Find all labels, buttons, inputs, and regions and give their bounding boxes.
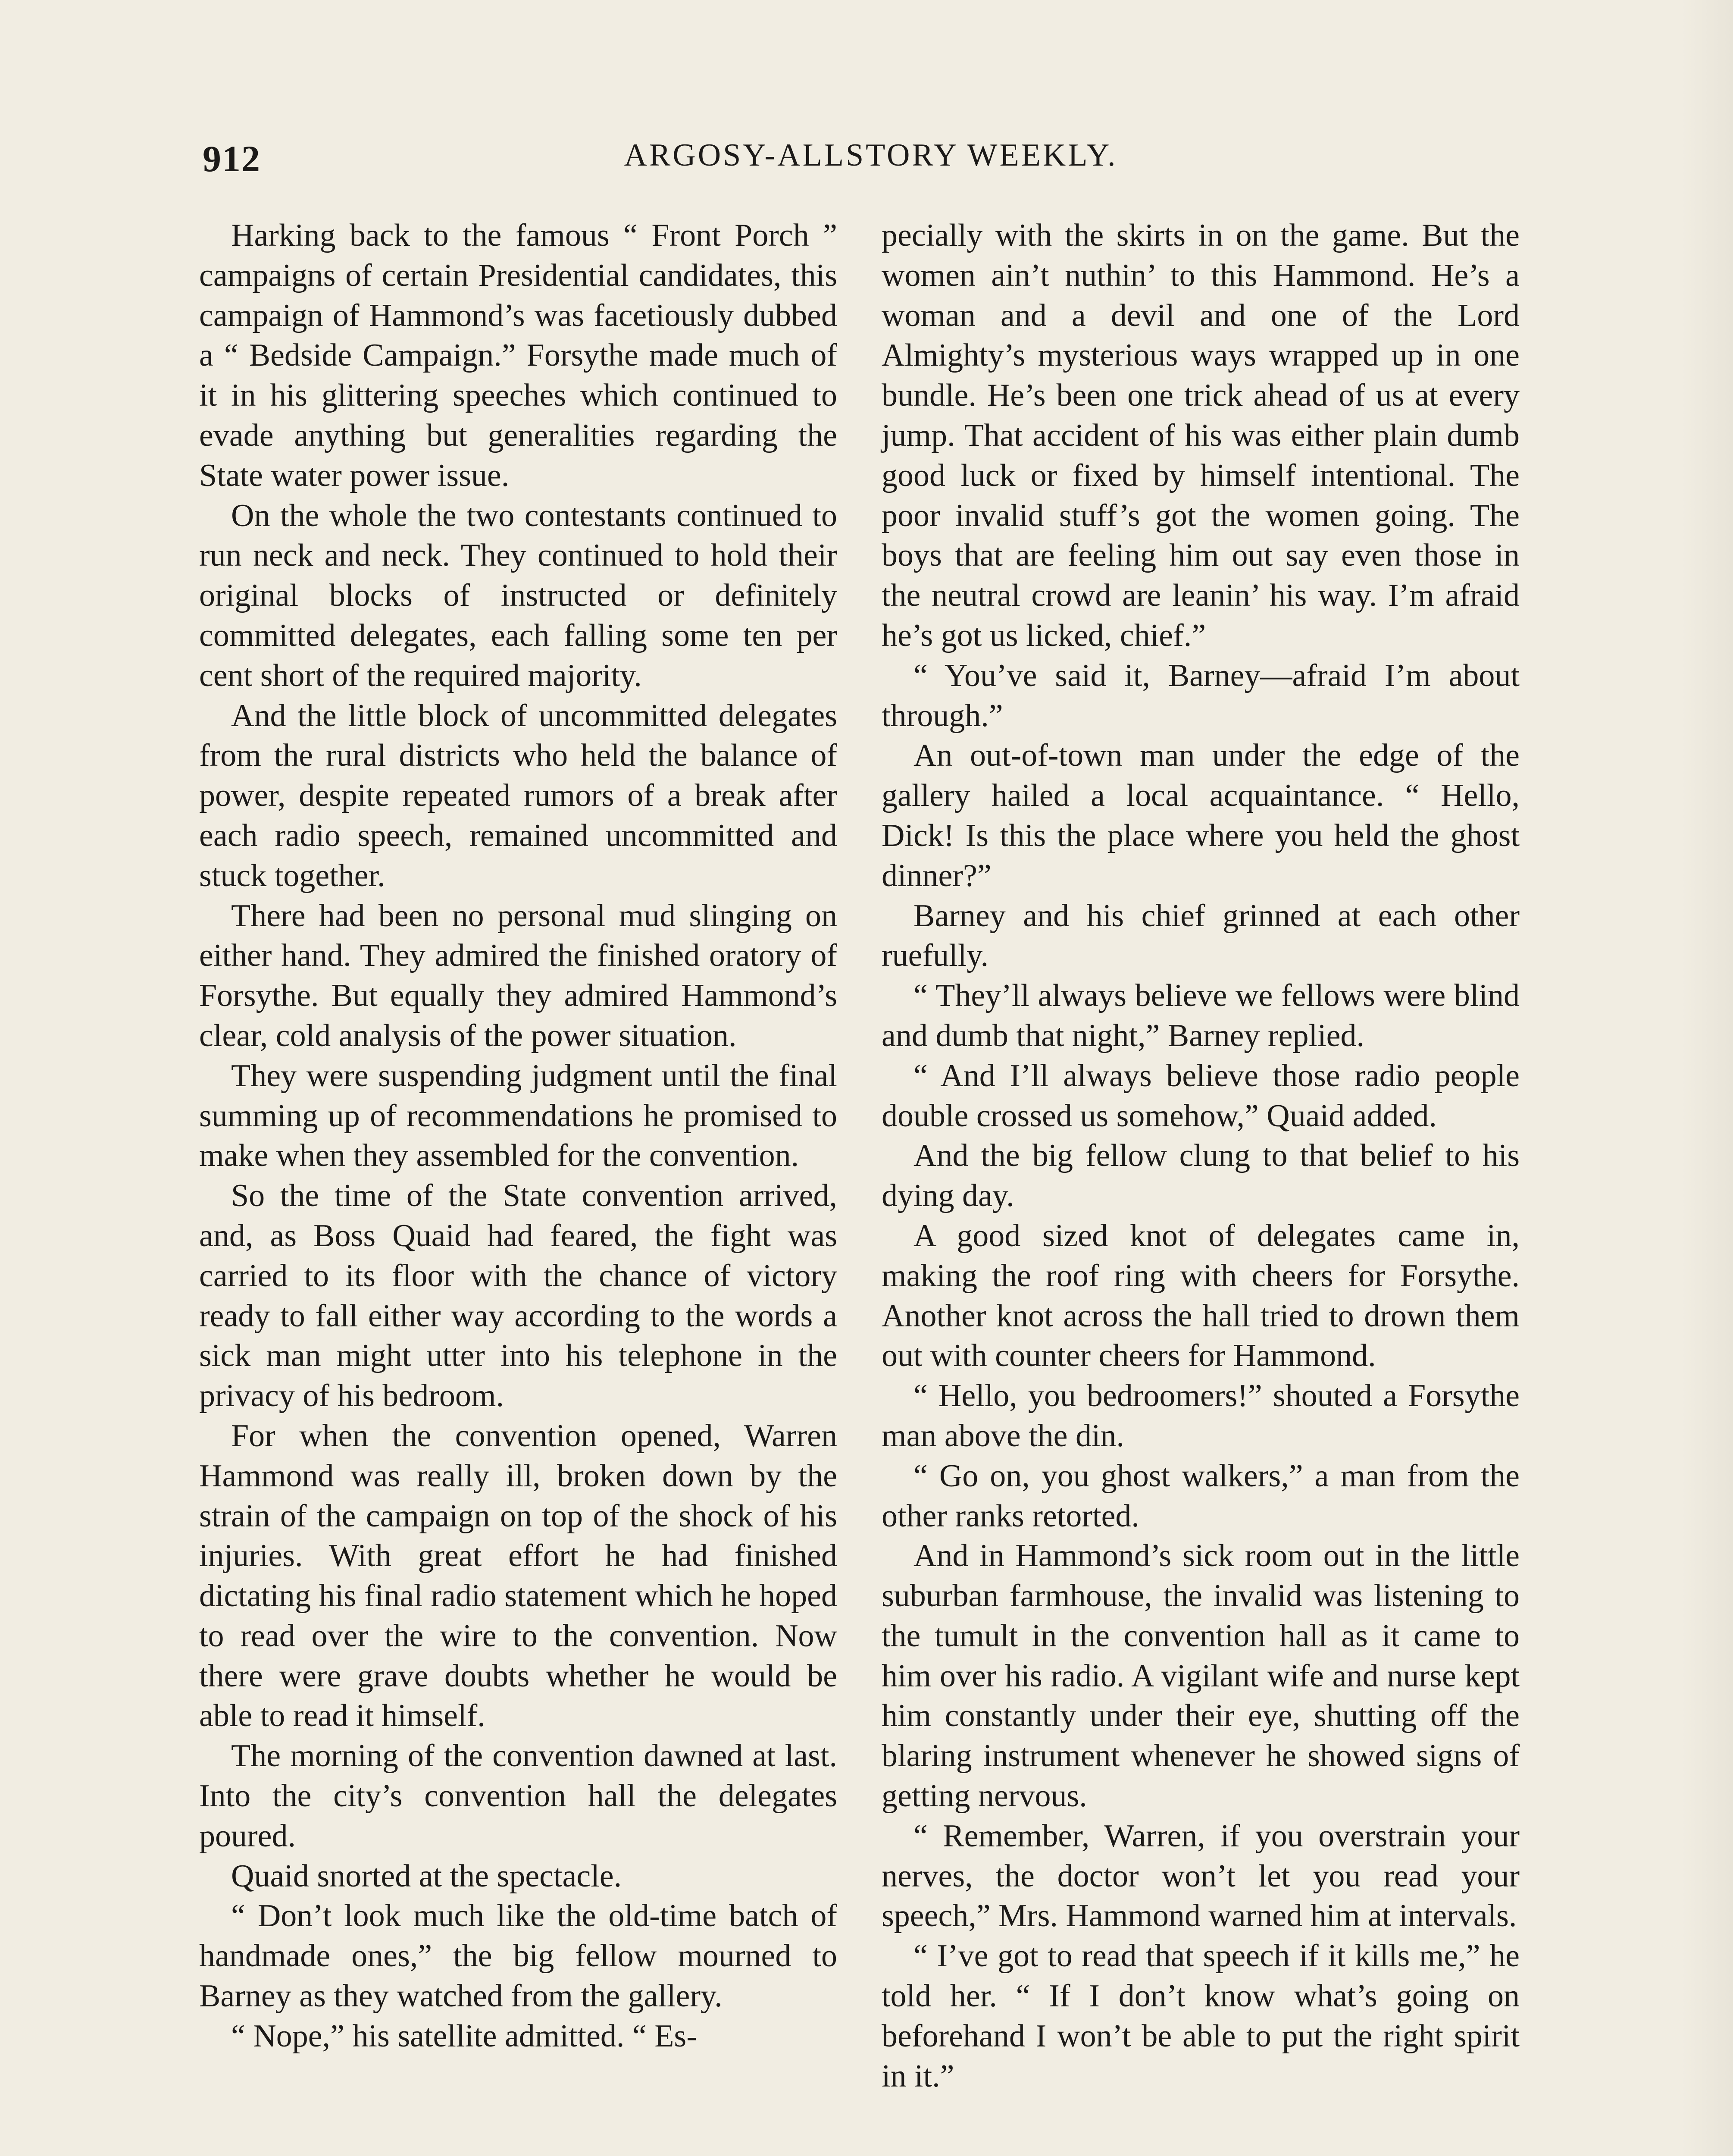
paragraph: So the time of the State convention arrived, and, as Boss Quaid had feared, the fight was carried to its floor with the chance of victory ready to fall either way according to the words a sick man might utter into his telephone in the privacy of his bedroom. [199, 1178, 837, 1414]
paragraph: And the little block of uncommitted delegates from the rural districts who held the balance of power, despite repeated rumors of a break after each radio speech, remained uncommitted and stuck together. [199, 698, 837, 893]
paragraph: Barney and his chief grinned at each other ruefully. [882, 898, 1520, 974]
page-number: 912 [203, 138, 261, 179]
paragraph: Quaid snorted at the spectacle. [231, 1858, 622, 1894]
paragraph: For when the convention opened, Warren Hammond was really ill, broken down by the strain of the campaign on top of the shock of his injuries. With great effort he had finished dictating his final radio statement which he hoped to read over the wire to the convention. Now there were grave doubts whether he would be able to read it himself. [199, 1418, 837, 1734]
left-column [199, 216, 837, 2056]
paragraph: A good sized knot of delegates came in, making the roof ring with cheers for Forsythe. Another knot across the hall tried to drown them out with counter cheers for Hammond. [882, 1218, 1520, 1374]
paragraph: “ Nope,” his satellite admitted. “ Es- [231, 2018, 697, 2054]
paragraph: On the whole the two contestants continued to run neck and neck. They continued to hold their original blocks of instructed or definitely committed delegates, each falling some ten per cent short of the required majority. [199, 498, 837, 693]
paragraph: “ Hello, you bedroomers!” shouted a Forsythe man above the din. [882, 1378, 1520, 1454]
paragraph: “ And I’ll always believe those radio people double crossed us somehow,” Quaid added. [882, 1058, 1520, 1134]
right-column [882, 216, 1520, 2096]
paragraph: Harking back to the famous “ Front Porch ” campaigns of certain Presidential candidates, this campaign of Hammond’s was facetiously dubbed a “ Bedside Campaign.” Forsythe made much of it in his glittering speeches which continued to evade anything but generalities regarding the State water power issue. [199, 218, 837, 493]
paragraph: And in Hammond’s sick room out in the little suburban farmhouse, the invalid was listening to the tumult in the convention hall as it came to him over his radio. A vigilant wife and nurse kept him constantly under their eye, shutting off the blaring instrument whenever he showed signs of getting nervous. [882, 1538, 1520, 1814]
paper-edge-shade [1681, 0, 1733, 2156]
paragraph: “ You’ve said it, Barney—afraid I’m about through.” [882, 658, 1520, 733]
paragraph: pecially with the skirts in on the game. But the women ain’t nuthin’ to this Hammond. He’s a woman and a devil and one of the Lord Almighty’s mysterious ways wrapped up in one bundle. He’s been one trick ahead of us at every jump. That accident of his was either plain dumb good luck or fixed by himself intentional. The poor invalid stuff’s got the women going. The boys that are feeling him out say even those in the neutral crowd are leanin’ his way. I’m afraid he’s got us licked, chief.” [882, 218, 1520, 653]
paragraph: “ They’ll always believe we fellows were blind and dumb that night,” Barney replied. [882, 978, 1520, 1053]
paragraph: And the big fellow clung to that belief to his dying day. [882, 1138, 1520, 1214]
paragraph: “ Go on, you ghost walkers,” a man from the other ranks retorted. [882, 1458, 1520, 1534]
paragraph: “ Remember, Warren, if you overstrain your nerves, the doctor won’t let you read your speech,” Mrs. Hammond warned him at intervals. [882, 1818, 1520, 1934]
paragraph: The morning of the convention dawned at last. Into the city’s convention hall the delegates poured. [199, 1738, 837, 1854]
page-header [203, 137, 1539, 185]
paragraph: “ Don’t look much like the old-time batch of handmade ones,” the big fellow mourned to Barney as they watched from the gallery. [199, 1898, 837, 2014]
running-head: ARGOSY-ALLSTORY WEEKLY. [624, 138, 1118, 173]
paragraph: “ I’ve got to read that speech if it kills me,” he told her. “ If I don’t know what’s going on beforehand I won’t be able to put the right spirit in it.” [882, 1938, 1520, 2094]
paragraph: They were suspending judgment until the final summing up of recommendations he promised to make when they assembled for the convention. [199, 1058, 837, 1174]
paragraph: An out-of-town man under the edge of the gallery hailed a local acquaintance. “ Hello, Dick! Is this the place where you held the ghost dinner?” [882, 738, 1520, 893]
paragraph: There had been no personal mud slinging on either hand. They admired the finished oratory of Forsythe. But equally they admired Hammond’s clear, cold analysis of the power situation. [199, 898, 837, 1053]
